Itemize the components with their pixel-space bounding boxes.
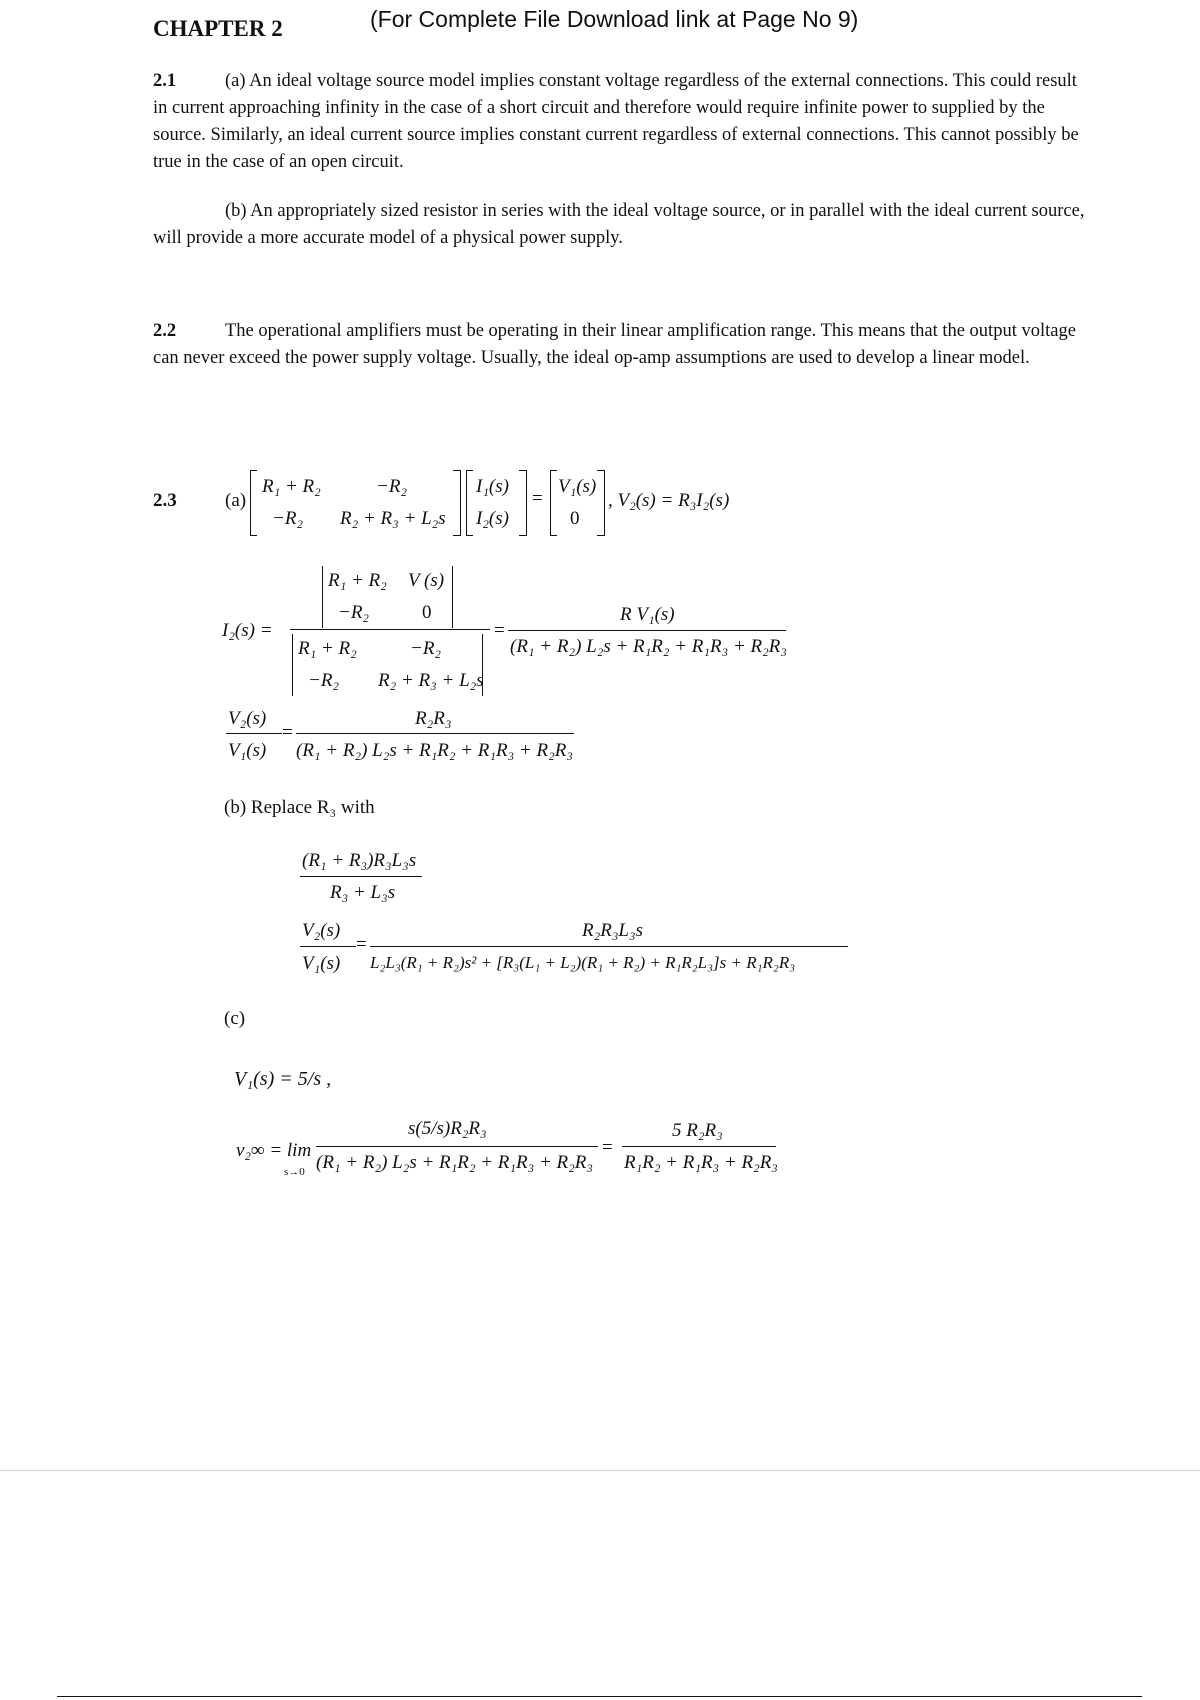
matrix-cell: −R₂ xyxy=(376,476,408,497)
matrix-cell: −R₂ xyxy=(272,508,304,529)
tf-lhs-denominator: V₁(s) xyxy=(228,740,267,761)
cramer-rhs-denominator: (R₁ + R₂) L₂s + R₁R₂ + R₁R₃ + R₂R₃ xyxy=(510,636,787,657)
det-cell: −R₂ xyxy=(410,638,442,659)
unknown-vector xyxy=(466,470,528,536)
equals-sign: = xyxy=(494,620,505,641)
limit-numerator: s(5/s)R₂R₃ xyxy=(408,1118,487,1139)
equals-sign: = xyxy=(602,1137,613,1158)
cramer-lhs: I₂(s) = xyxy=(222,620,273,641)
limit-denominator: (R₁ + R₂) L₂s + R₁R₂ + R₁R₃ + R₂R₃ xyxy=(316,1152,593,1173)
det-cell: 0 xyxy=(422,602,432,623)
step-input: V₁(s) = 5/s , xyxy=(234,1068,332,1090)
det-cell: R₁ + R₂ xyxy=(298,638,357,659)
tf-rhs-denominator: (R₁ + R₂) L₂s + R₁R₂ + R₁R₃ + R₂R₃ xyxy=(296,740,573,761)
fraction-bar xyxy=(290,629,490,630)
vector-cell: I₁(s) xyxy=(476,476,509,497)
tf-b-lhs-denominator: V₁(s) xyxy=(302,953,341,974)
page-divider xyxy=(0,1470,1200,1471)
problem-2-2 xyxy=(153,318,1093,372)
limit-rhs-numerator: 5 R₂R₃ xyxy=(672,1120,723,1141)
fraction-bar xyxy=(622,1146,776,1147)
coefficient-matrix xyxy=(250,470,462,536)
problem-text: (a) An ideal voltage source model implies constant voltage regardless of the external connections. This could result in current approaching infinity in the case of a short circuit and therefore would require infinite power to supplied by the source. Similarly, an ideal current source implies constant current regardless of external connections. This cannot possibly be true in the case of an open circuit. xyxy=(153,71,1079,172)
tf-b-rhs-denominator: L₂L₃(R₁ + R₂)s² + [R₃(L₁ + L₂)(R₁ + R₂) + R₁R₂L₃]s + R₁R₂R₃ xyxy=(370,953,796,972)
matrix-cell: R₁ + R₂ xyxy=(262,476,321,497)
problem-number: 2.1 xyxy=(153,71,177,91)
det-cell: R₁ + R₂ xyxy=(328,570,387,591)
replacement-denominator: R₃ + L₃s xyxy=(330,882,396,903)
fraction-bar xyxy=(300,946,356,947)
part-b-label: (b) Replace R₃ with xyxy=(224,797,375,818)
det-cell: −R₂ xyxy=(338,602,370,623)
matrix-cell: R₂ + R₃ + L₂s xyxy=(340,508,446,529)
problem-number: 2.2 xyxy=(153,321,177,341)
det-cell: R₂ + R₃ + L₂s xyxy=(378,670,484,691)
det-cell: V (s) xyxy=(408,570,445,591)
numerator-determinant xyxy=(322,566,454,628)
problem-2-1-a xyxy=(153,68,1093,176)
output-relation: , V₂(s) = R₃I₂(s) xyxy=(608,490,730,511)
equals-sign: = xyxy=(282,722,293,743)
fraction-bar xyxy=(300,876,422,877)
fraction-bar xyxy=(370,946,848,947)
vector-cell: V₁(s) xyxy=(558,476,597,497)
vector-cell: 0 xyxy=(570,508,580,529)
equals-sign: = xyxy=(356,934,367,955)
fraction-bar xyxy=(296,733,574,734)
problem-2-1-b: (b) An appropriately sized resistor in series with the ideal voltage source, or in parallel with the ideal current source, will provide a more accurate model of a physical power supply. xyxy=(153,201,1085,248)
fraction-bar xyxy=(226,733,282,734)
limit-rhs-denominator: R₁R₂ + R₁R₃ + R₂R₃ xyxy=(624,1152,778,1173)
det-cell: −R₂ xyxy=(308,670,340,691)
replacement-numerator: (R₁ + R₃)R₃L₃s xyxy=(302,850,417,871)
tf-b-rhs-numerator: R₂R₃L₃s xyxy=(582,920,643,941)
fraction-bar xyxy=(316,1146,598,1147)
problem-text: The operational amplifiers must be operating in their linear amplification range. This means that the output voltage can never exceed the power supply voltage. Usually, the ideal op-amp assumptions are used to develop a linear model. xyxy=(153,321,1076,368)
tf-b-lhs-numerator: V₂(s) xyxy=(302,920,341,941)
cramer-rhs-numerator: R V₁(s) xyxy=(620,604,675,625)
source-vector xyxy=(550,470,606,536)
part-a-label: (a) xyxy=(225,490,247,511)
limit-lhs: v₂∞ = lim xyxy=(236,1140,312,1161)
bottom-rule xyxy=(57,1696,1142,1697)
denominator-determinant xyxy=(292,634,484,696)
tf-rhs-numerator: R₂R₃ xyxy=(415,708,452,729)
tf-lhs-numerator: V₂(s) xyxy=(228,708,267,729)
limit-subscript: s→0 xyxy=(284,1166,305,1178)
chapter-title: CHAPTER 2 xyxy=(153,16,283,41)
vector-cell: I₂(s) xyxy=(476,508,509,529)
download-note: (For Complete File Download link at Page No 9) xyxy=(370,6,859,32)
part-c-label: (c) xyxy=(224,1008,246,1029)
problem-number-2-3: 2.3 xyxy=(153,490,177,511)
equals-sign: = xyxy=(532,488,543,509)
fraction-bar xyxy=(508,630,786,631)
